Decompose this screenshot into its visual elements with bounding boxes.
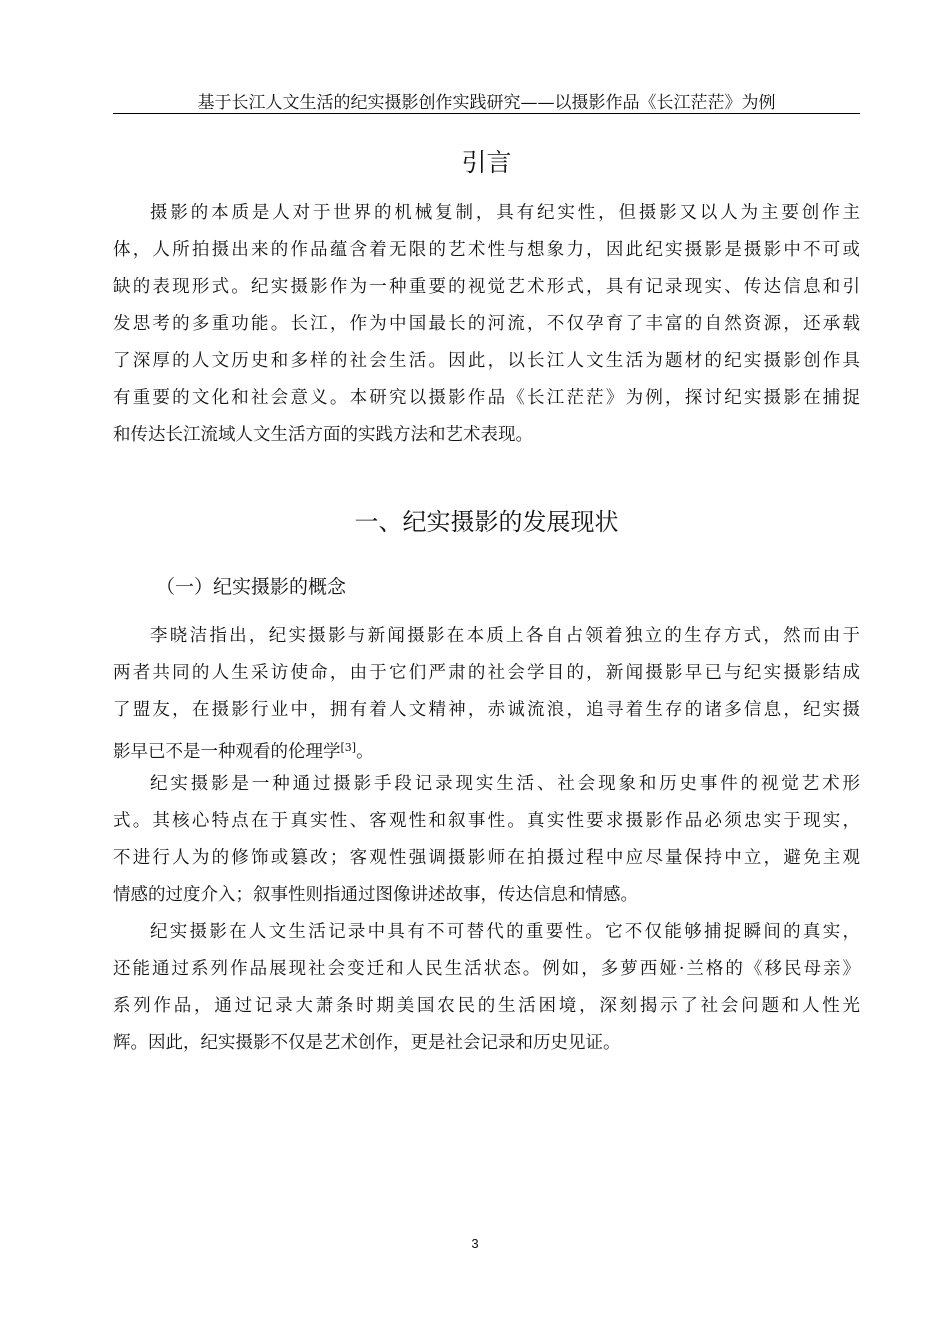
section-title-intro: 引言 [461, 148, 512, 177]
paragraph-line: 缺的表现形式。纪实摄影作为一种重要的视觉艺术形式，具有记录现实、传达信息和引 [113, 277, 860, 297]
paragraph-line: 和传达长江流域人文生活方面的实践方法和艺术表现。 [113, 425, 533, 445]
intro-paragraph [113, 195, 860, 454]
paragraph-line: 摄影的本质是人对于世界的机械复制，具有纪实性，但摄影又以人为主要创作主 [150, 203, 860, 223]
paragraph-line: 系列作品，通过记录大萧条时期美国农民的生活困境，深刻揭示了社会问题和人性光 [113, 996, 860, 1016]
paragraph-line: 还能通过系列作品展现社会变迁和人民生活状态。例如，多萝西娅·兰格的《移民母亲》 [113, 959, 860, 979]
paragraph-line-text: 影早已不是一种观看的伦理学 [113, 742, 341, 762]
paragraph-line: 了盟友，在摄影行业中，拥有着人文精神，赤诚流浪，追寻着生存的诸多信息，纪实摄 [113, 700, 860, 720]
page-number: 3 [471, 1236, 479, 1251]
concept-paragraph-2 [113, 766, 860, 914]
concept-paragraph-1 [113, 618, 860, 766]
concept-paragraph-3 [113, 914, 860, 1062]
running-header: 基于长江人文生活的纪实摄影创作实践研究——以摄影作品《长江茫茫》为例 [197, 93, 776, 113]
paragraph-line: 情感的过度介入；叙事性则指通过图像讲述故事，传达信息和情感。 [113, 885, 638, 905]
header-rule [113, 113, 860, 114]
paragraph-line: 两者共同的人生采访使命，由于它们严肃的社会学目的，新闻摄影早已与纪实摄影结成 [113, 663, 860, 683]
subsection-heading: （一）纪实摄影的概念 [156, 576, 347, 598]
section-heading: 一、纪实摄影的发展现状 [354, 508, 619, 536]
paragraph-line: 纪实摄影是一种通过摄影手段记录现实生活、社会现象和历史事件的视觉艺术形 [150, 774, 860, 794]
paragraph-line [113, 729, 860, 766]
paragraph-line: 发思考的多重功能。长江，作为中国最长的河流，不仅孕育了丰富的自然资源，还承载 [113, 314, 860, 334]
paragraph-line: 了深厚的人文历史和多样的社会生活。因此，以长江人文生活为题材的纪实摄影创作具 [113, 351, 860, 371]
paragraph-line: 不进行人为的修饰或篡改；客观性强调摄影师在拍摄过程中应尽量保持中立，避免主观 [113, 848, 860, 868]
paragraph-line: 有重要的文化和社会意义。本研究以摄影作品《长江茫茫》为例，探讨纪实摄影在捕捉 [113, 388, 860, 408]
paragraph-line: 纪实摄影在人文生活记录中具有不可替代的重要性。它不仅能够捕捉瞬间的真实， [150, 922, 860, 942]
paragraph-line: 体，人所拍摄出来的作品蕴含着无限的艺术性与想象力，因此纪实摄影是摄影中不可或 [113, 240, 860, 260]
paragraph-line: 辉。因此，纪实摄影不仅是艺术创作，更是社会记录和历史见证。 [113, 1033, 621, 1053]
paragraph-line: 李晓洁指出，纪实摄影与新闻摄影在本质上各自占领着独立的生存方式，然而由于 [150, 626, 860, 646]
paragraph-line-end: 。 [356, 742, 374, 762]
paragraph-line: 式。其核心特点在于真实性、客观性和叙事性。真实性要求摄影作品必须忠实于现实， [113, 811, 860, 831]
citation-link[interactable]: [3] [340, 741, 357, 754]
